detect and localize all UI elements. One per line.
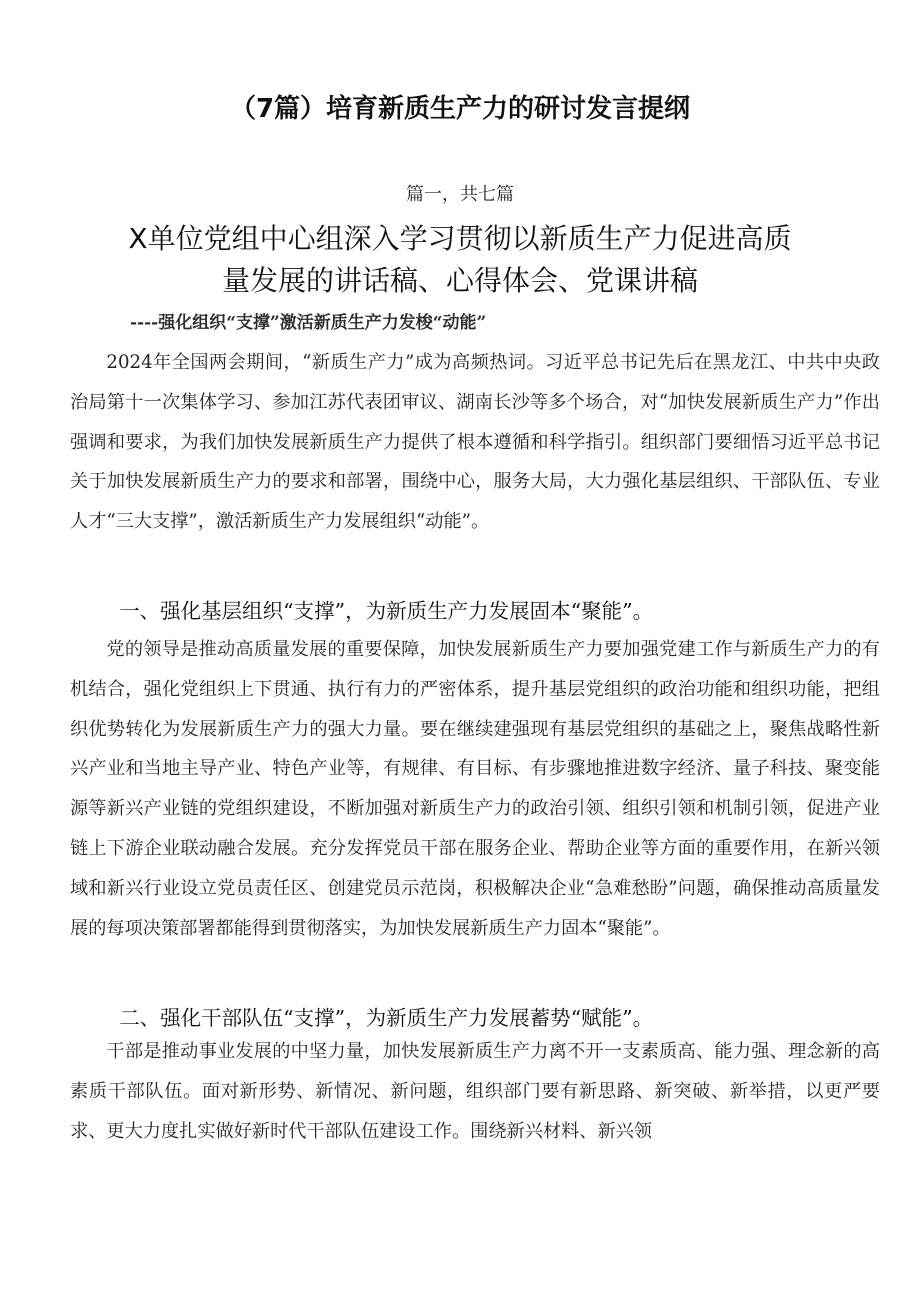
article-title-line-2: 量发展的讲话稿、心得体会、党课讲稿 bbox=[221, 264, 698, 297]
article-title bbox=[60, 218, 860, 302]
section-heading-1: 一、强化基层组织“支撑”，为新质生产力发展固本“聚能”。 bbox=[119, 599, 654, 623]
article-subtitle: ----强化组织“支撑”激活新质生产力发梭“动能” bbox=[130, 313, 487, 333]
document-title: （7篇）培育新质生产力的研讨发言提纲 bbox=[229, 94, 691, 124]
body-section-1 bbox=[70, 630, 880, 948]
body-section-intro bbox=[70, 343, 880, 542]
body-section-2 bbox=[70, 1032, 880, 1151]
paragraph-section-2: 干部是推动事业发展的中坚力量，加快发展新质生产力离不开一支素质高、能力强、理念新的高素质干部队伍。面对新形势、新情况、新问题，组织部门要有新思路、新突破、新举措，以更严要求、更大力度扎实做好新时代干部队伍建设工作。围绕新兴材料、新兴领 bbox=[70, 1041, 880, 1142]
paragraph-section-1: 党的领导是推动高质量发展的重要保障，加快发展新质生产力要加强党建工作与新质生产力的有机结合，强化党组织上下贯通、执行有力的严密体系，提升基层党组织的政治功能和组织功能，把组织优势转化为发展新质生产力的强大力量。要在继续建强现有基层党组织的基础之上，聚焦战略性新兴产业和当地主导产业、特色产业等，有规律、有目标、有步骤地推进数字经济、量子科技、聚变能源等新兴产业链的党组织建设，不断加强对新质生产力的政治引领、组织引领和机制引领，促进产业链上下游企业联动融合发展。充分发挥党员干部在服务企业、帮助企业等方面的重要作用，在新兴领域和新兴行业设立党员责任区、创建党员示范岗，积极解决企业“急难愁盼”问题，确保推动高质量发展的每项决策部署都能得到贯彻落实，为加快发展新质生产力固本“聚能”。 bbox=[70, 639, 880, 939]
part-label: 篇一，共七篇 bbox=[406, 184, 514, 205]
section-heading-2: 二、强化干部队伍“支撑”，为新质生产力发展蓄势“赋能”。 bbox=[119, 1006, 654, 1030]
article-title-line-1: X单位党组中心组深入学习贯彻以新质生产力促进高质 bbox=[128, 222, 792, 255]
paragraph-intro: 2024年全国两会期间，“新质生产力”成为高频热词。习近平总书记先后在黑龙江、中共中央政治局第十一次集体学习、参加江苏代表团审议、湖南长沙等多个场合，对“加快发展新质生产力”作出强调和要求，为我们加快发展新质生产力提供了根本遵循和科学指引。组织部门要细悟习近平总书记关于加快发展新质生产力的要求和部署，围绕中心，服务大局，大力强化基层组织、干部队伍、专业人才“三大支撑”，激活新质生产力发展组织“动能”。 bbox=[70, 352, 880, 533]
